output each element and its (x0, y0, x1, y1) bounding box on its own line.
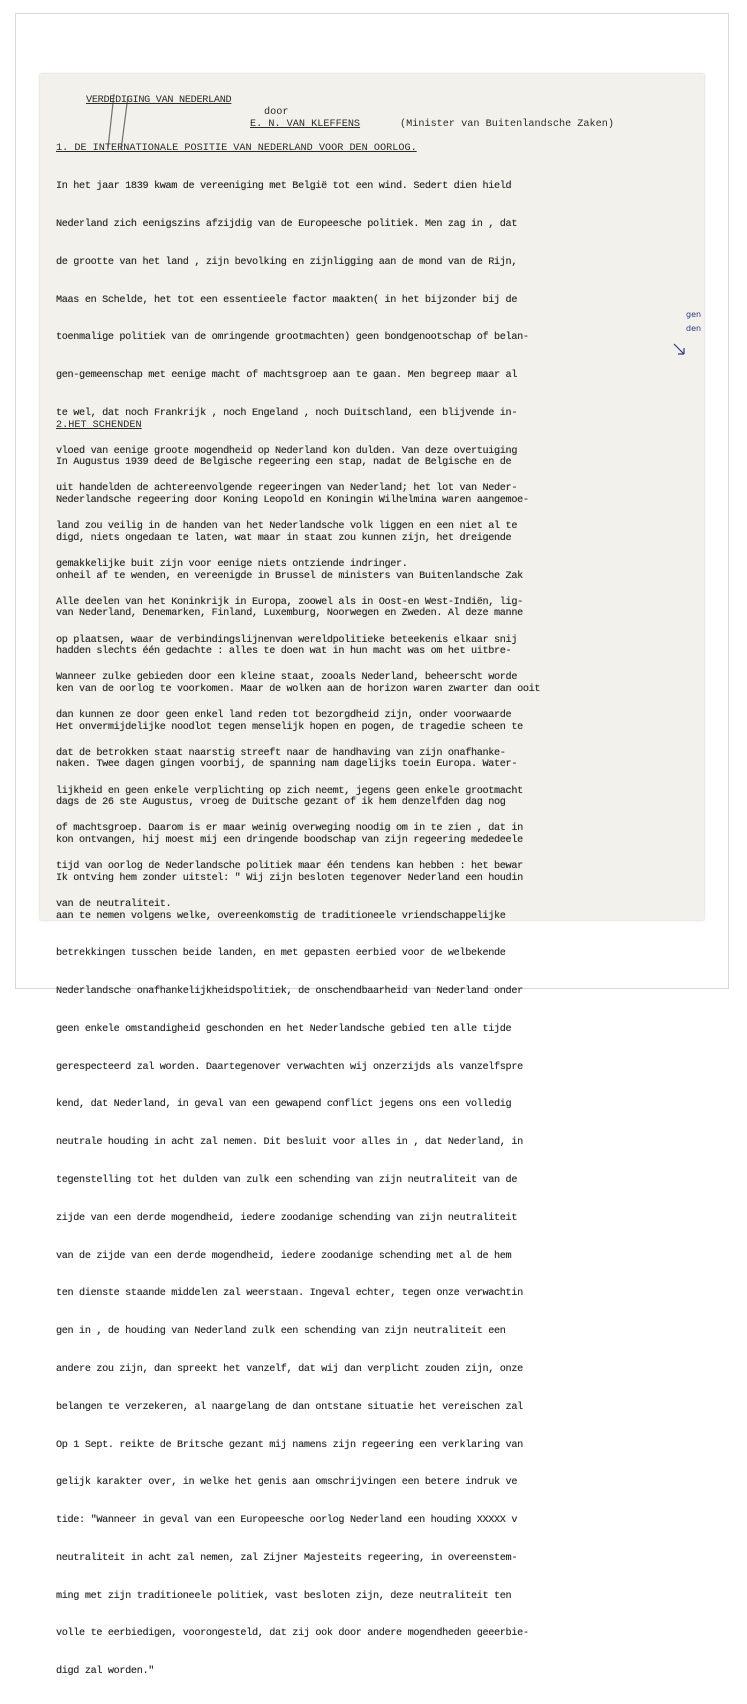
text-line: tijd van oorlog de Nederlandsche politiek maar één tendens kan hebben : het bewar (56, 861, 523, 873)
text-line: Wanneer zulke gebieden door een kleine staat, zooals Nederland, beheerscht worde (56, 672, 518, 684)
text-line: volle te eerbiedigen, voorongesteld, dat zij ook door andere mogendheden geeerbie- (56, 1628, 529, 1640)
text-line: gen-gemeenschap met eenige macht of machtsgroep aan te gaan. Men begreep maar al (56, 370, 518, 382)
text-line: ten dienste staande middelen zal weerstaan. Ingeval echter, tegen onze verwachtin (56, 1288, 523, 1300)
text-line: digd, niets ongedaan te laten, wat maar in staat zou kunnen zijn, het dreigende (56, 532, 512, 544)
text-line: toenmalige politiek van de omringende grootmachten) geen bondgenootschap of belan- (56, 332, 529, 344)
text-line: kend, dat Nederland, in geval van een gewapend conflict jegens ons een volledig (56, 1099, 512, 1111)
text-line: gerespecteerd zal worden. Daartegenover verwachten wij onzerzijds als vanzelfspre (56, 1061, 523, 1073)
text-line: geen enkele omstandigheid geschonden en het Nederlandsche gebied ten alle tijde (56, 1023, 512, 1035)
text-line: gen in , de houding van Nederland zulk een schending van zijn neutraliteit een (56, 1326, 506, 1338)
text-line: vloed van eenige groote mogendheid op Nederland kon dulden. Van deze overtuiging (56, 445, 518, 457)
document-author: E. N. VAN KLEFFENS (250, 119, 361, 130)
text-line: onheil af te wenden, en vereenigde in Brussel de ministers van Buitenlandsche Zak (56, 570, 523, 582)
text-line: betrekkingen tusschen beide landen, en met gepasten eerbied voor de welbekende (56, 948, 506, 960)
margin-note-1: gen (686, 310, 702, 319)
text-line: kon ontvangen, hij moest mij een dringende boodschap van zijn regeering mededeele (56, 835, 523, 846)
text-line: In het jaar 1839 kwam de vereeniging met België tot een wind. Sedert dien hield (56, 181, 512, 193)
text-line: ming met zijn traditioneele politiek, vast besloten zijn, deze neutraliteit ten (56, 1590, 512, 1602)
text-line: te wel, dat noch Frankrijk , noch Engeland , noch Duitschland, een blijvende in- (56, 407, 518, 419)
text-line: Ik ontving hem zonder uitstel: " Wij zijn besloten tegenover Nederland een houdin (56, 872, 523, 884)
text-line: hadden slechts één gedachte : alles te doen wat in hun macht was om het uitbre- (56, 646, 512, 658)
text-line: dat de betrokken staat naarstig streeft naar de handhaving van zijn onafhanke- (56, 747, 506, 759)
text-line: Op 1 Sept. reikte de Britsche gezant mij namens zijn regeering een verklaring van (56, 1439, 523, 1451)
text-line: Nederlandsche onafhankelijkheidspolitiek, de onschendbaarheid van Nederland onder (56, 986, 523, 998)
text-line: van de neutraliteit. (56, 899, 172, 911)
document-by: door (264, 107, 289, 118)
text-line: neutraliteit in acht zal nemen, zal Zijner Majesteits regeering, in overeenstem- (56, 1552, 518, 1564)
text-line: tegenstelling tot het dulden van zulk een schending van zijn neutraliteit van de (56, 1175, 518, 1187)
section-2-heading: 2.HET SCHENDEN (56, 420, 142, 431)
text-line: de grootte van het land , zijn bevolking en zijnligging aan de mond van de Rijn, (56, 256, 518, 268)
text-line: dan kunnen ze door geen enkel land reden tot bezorgdheid zijn, onder voorwaarde (56, 710, 512, 722)
text-line: In Augustus 1939 deed de Belgische regeering een stap, nadat de Belgische en de (56, 457, 512, 469)
text-line: van de zijde van een derde mogendheid, iedere zoodanige schending met al de hem (56, 1250, 512, 1262)
text-line: Alle deelen van het Koninkrijk in Europa, zoowel als in Oost-en West-Indiën, lig- (56, 596, 523, 608)
text-line: van Nederland, Denemarken, Finland, Luxemburg, Noorwegen en Zweden. Al deze manne (56, 608, 523, 620)
text-line: tide: "Wanneer in geval van een Europeesche oorlog Nederland een houding XXXXX v (56, 1515, 518, 1527)
text-line: aan te nemen volgens welke, overeenkomstig de traditioneele vriendschappelijke (56, 910, 506, 922)
text-line: zijde van een derde mogendheid, iedere zoodanige schending van zijn neutraliteit (56, 1212, 518, 1224)
text-line: digd zal worden." (56, 1666, 154, 1678)
text-line: gemakkelijke buit zijn voor eenige niets ontziende indringer. (56, 559, 408, 570)
margin-note-2: den (686, 324, 702, 333)
text-line: ken van de oorlog te voorkomen. Maar de wolken aan de horizon waren zwarter dan ooit (56, 683, 541, 695)
typed-document-page (40, 74, 704, 1678)
text-line: andere zou zijn, dan spreekt het vanzelf, dat wij dan verplicht zouden zijn, onze (56, 1363, 523, 1375)
text-line: dags de 26 ste Augustus, vroeg de Duitsche gezant of ik hem denzelfden dag nog (56, 797, 506, 809)
document-title: VERDEDIGING VAN NEDERLAND (86, 95, 232, 106)
text-line: lijkheid en geen enkele verplichting op zich neemt, jegens geen enkele grootmacht (56, 785, 523, 797)
text-line: naken. Twee dagen gingen voorbij, de spanning nam dagelijks toein Europa. Water- (56, 759, 518, 771)
document-author-role: (Minister van Buitenlandsche Zaken) (400, 119, 614, 130)
text-line: land zou veilig in de handen van het Nederlandsche volk liggen en een niet al te (56, 521, 518, 533)
text-line: Maas en Schelde, het tot een essentieele factor maakten( in het bijzonder bij de (56, 294, 518, 306)
text-line: uit handelden de achtereenvolgende regeeringen van Nederland; het lot van Neder- (56, 483, 518, 495)
section-2-body (56, 432, 540, 1704)
text-line: of machtsgroep. Daarom is er maar weinig overweging noodig om in te zien , dat in (56, 823, 523, 835)
text-line: neutrale houding in acht zal nemen. Dit besluit voor alles in , dat Nederland, in (56, 1137, 523, 1149)
text-line: op plaatsen, waar de verbindingslijnenvan wereldpolitieke beteekenis elkaar snij (56, 634, 518, 646)
text-line: Het onvermijdelijke noodlot tegen menselijk hopen en pogen, de tragedie scheen te (56, 721, 523, 733)
section-1-heading: 1. DE INTERNATIONALE POSITIE VAN NEDERLAND VOOR DEN OORLOG. (56, 143, 417, 154)
text-line: Nederland zich eenigszins afzijdig van de Europeesche politiek. Men zag in , dat (56, 218, 518, 230)
pen-slash-marks (102, 92, 142, 152)
text-line: belangen te verzekeren, al naargelang de dan ontstane situatie het vereischen zal (56, 1401, 523, 1413)
text-line: gelijk karakter over, in welke het genis aan omschrijvingen een betere indruk ve (56, 1477, 518, 1489)
pen-arrow-mark (670, 340, 690, 360)
text-line: Nederlandsche regeering door Koning Leopold en Koningin Wilhelmina waren aangemoe- (56, 494, 529, 506)
